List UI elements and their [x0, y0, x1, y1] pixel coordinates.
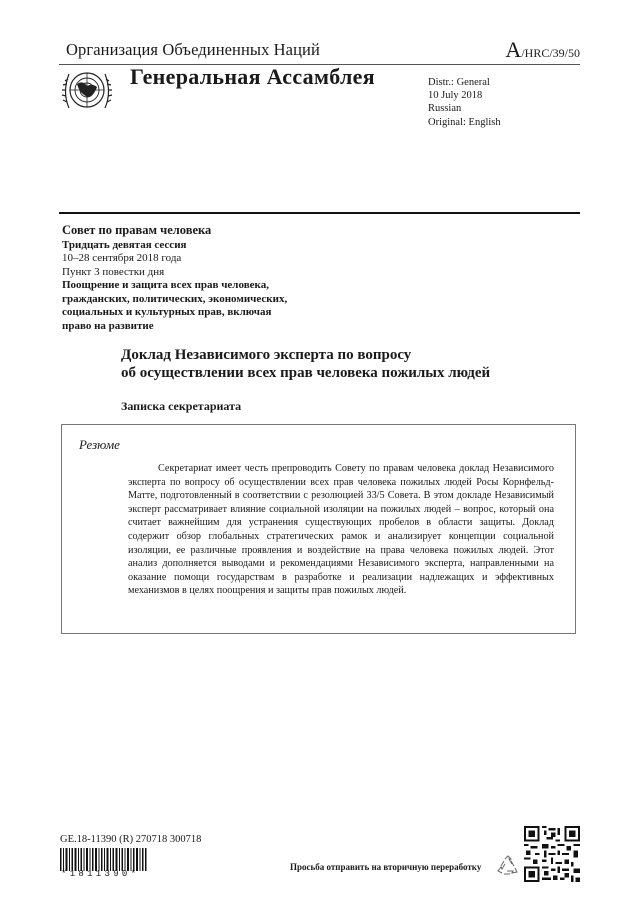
agenda-title-line: Поощрение и защита всех прав человека,: [62, 279, 269, 291]
barcode-number: *1811390*: [61, 869, 140, 879]
document-symbol: [505, 37, 580, 63]
session-dates: 10–28 сентября 2018 года: [62, 252, 182, 264]
agenda-title-line: право на развитие: [62, 319, 154, 332]
job-number: GE.18-11390 (R) 270718 300718: [60, 834, 202, 845]
council-name: Совет по правам человека: [62, 223, 212, 237]
summary-text: Секретариат имеет честь препроводить Совету по правам человека доклад Независимого эксперта по вопросу об осуществлении всех прав человека пожилых людей Росы Корнфельд-Матте, подготовленный в соответствии с резолюцией 33/5 Совета. В этом докладе Независимый эксперт рассматривает влияние социальной изоляции на пожилых людей – вопрос, который она считает важнейшим для устранения существующих пробелов в области защиты. Доклад содержит обзор глобальных стратегических рамок и анализирует концепции социальной изоляции, ее различные проявления и воздействие на права человека пожилых людей. Этот анализ дополняется выводами и рекомендациями Независимого эксперта, направленными на оказание помощи государствам в разработке и реализации надлежащих и эффективных механизмов в целях поощрения и защиты прав пожилых людей.: [128, 463, 554, 597]
meeting-block: [62, 224, 287, 333]
summary-heading: Резюме: [79, 437, 120, 452]
date-line: 10 July 2018: [428, 90, 483, 102]
agenda-title-line: социальных и культурных прав, включая: [62, 306, 272, 318]
report-title: [121, 347, 490, 382]
qr-code-icon: [524, 826, 580, 882]
report-title-line: Доклад Независимого эксперта по вопросу: [121, 347, 412, 363]
symbol-suffix: /HRC/39/50: [521, 46, 580, 60]
report-title-line: об осуществлении всех прав человека пожилых людей: [121, 364, 491, 381]
recycle-text: Просьба отправить на вторичную переработку: [290, 862, 482, 872]
un-emblem-icon: [61, 68, 113, 112]
original-line: Original: English: [428, 116, 501, 128]
organization-name: Организация Объединенных Наций: [66, 40, 320, 59]
session-name: Тридцать девятая сессия: [62, 238, 187, 251]
distr-line: Distr.: General: [428, 77, 490, 88]
report-subtitle: Записка секретариата: [121, 399, 242, 413]
distribution-block: [428, 76, 501, 129]
section-rule: [59, 212, 580, 214]
language-line: Russian: [428, 103, 462, 115]
body-title: Генеральная Ассамблея: [130, 64, 375, 89]
agenda-title-line: гражданских, политических, экономических,: [62, 292, 288, 305]
agenda-item: Пункт 3 повестки дня: [62, 265, 165, 278]
barcode-icon: [60, 848, 148, 871]
recycle-icon: [497, 855, 519, 877]
symbol-prefix: A: [505, 37, 522, 62]
